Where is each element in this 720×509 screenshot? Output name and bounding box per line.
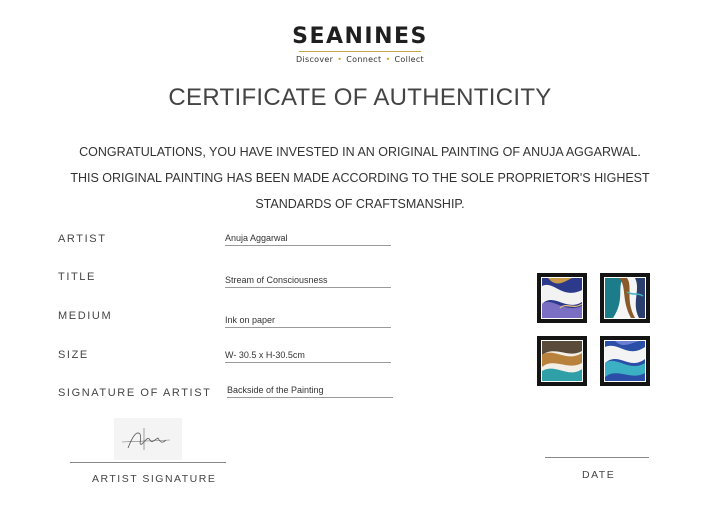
date-label: DATE <box>582 469 616 481</box>
intro-line: CONGRATULATIONS, YOU HAVE INVESTED IN AN ORIGINAL PAINTING OF ANUJA AGGARWAL. <box>79 145 641 159</box>
logo-wordmark: SEANINES <box>292 24 428 49</box>
medium-value: Ink on paper <box>225 315 391 328</box>
size-value: W- 30.5 x H-30.5cm <box>225 350 391 363</box>
artwork-thumbnails <box>537 273 651 387</box>
medium-label: MEDIUM <box>58 310 113 322</box>
logo-rule <box>299 51 421 52</box>
artwork-thumbnail <box>537 273 587 323</box>
signature-value: Backside of the Painting <box>227 385 393 398</box>
artwork-thumbnail <box>537 336 587 386</box>
logo-tagline <box>0 55 720 64</box>
intro-text <box>40 139 680 217</box>
tagline-dot: • <box>337 55 343 64</box>
artwork-thumbnail <box>600 336 650 386</box>
artist-label: ARTIST <box>58 233 107 245</box>
tagline-dot: • <box>385 55 391 64</box>
artist-signature-image <box>114 418 182 460</box>
logo <box>0 24 720 64</box>
artist-signature-label: ARTIST SIGNATURE <box>92 473 217 485</box>
artist-signature-line <box>70 462 226 463</box>
size-label: SIZE <box>58 349 89 361</box>
intro-line: THIS ORIGINAL PAINTING HAS BEEN MADE ACCORDING TO THE SOLE PROPRIETOR'S HIGHEST <box>70 171 650 185</box>
signature-label: SIGNATURE OF ARTIST <box>58 387 212 399</box>
tagline-item: Discover <box>296 55 334 64</box>
tagline-item: Connect <box>346 55 382 64</box>
intro-line: STANDARDS OF CRAFTSMANSHIP. <box>255 197 465 211</box>
tagline-item: Collect <box>394 55 424 64</box>
title-label: TITLE <box>58 271 96 283</box>
certificate-title: CERTIFICATE OF AUTHENTICITY <box>168 84 552 111</box>
artwork-thumbnail <box>600 273 650 323</box>
date-line <box>545 457 649 458</box>
artist-value: Anuja Aggarwal <box>225 233 391 246</box>
title-value: Stream of Consciousness <box>225 275 391 288</box>
